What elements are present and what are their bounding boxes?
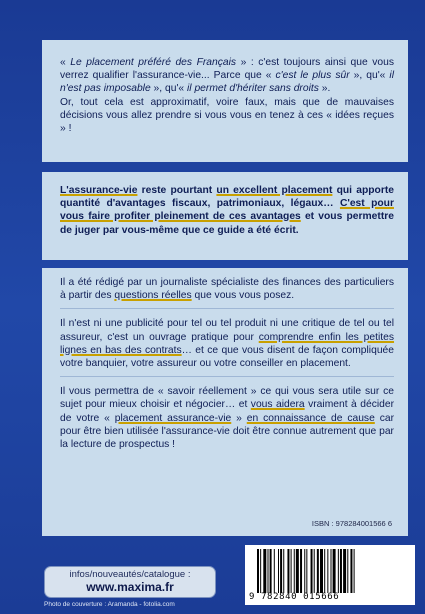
barcode-bar [268, 549, 269, 593]
barcode-bar [331, 549, 332, 593]
divider [60, 308, 394, 309]
detail-paragraph-1: Il a été rédigé par un journaliste spécialiste des finances des particuliers à partir des questions réelles que vous vous posez. [60, 277, 394, 302]
barcode-icon [255, 549, 405, 593]
intro-paragraph: « Le placement préféré des Français » : c'est toujours ainsi que vous verrez qualifier l'assurance-vie... Parce que « c'est le plus sûr », qu'« il n'est pas imposable », qu'« il permet d'hériter sans droits ». [60, 57, 394, 95]
highlight-panel [42, 172, 408, 260]
barcode-bar [347, 549, 348, 593]
divider [60, 376, 394, 377]
barcode-bar [354, 549, 355, 593]
photo-credit: Photo de couverture : Aramanda - fotolia.com [44, 601, 175, 608]
barcode-bar [260, 549, 261, 593]
quote-heriter: il permet d'hériter sans droits [187, 83, 319, 95]
intro-paragraph-2: Or, tout cela est approximatif, voire faux, mais que de mauvaises décisions vous allez prendre si vous vous en tenez à ces « idées reçues » ! [60, 96, 394, 135]
quote-placement: Le placement préféré des Français [70, 57, 237, 68]
isbn-label: ISBN : 978284001566 6 [311, 519, 392, 528]
barcode-bar [278, 549, 279, 593]
barcode-bar [350, 549, 352, 593]
highlight-paragraph: L'assurance-vie reste pourtant un excellent placement qui apporte quantité d'avantages fiscaux, patrimoniaux, légaux… C'est pour vous faire profiter pleinement de ces avantages et vous permettre de juger par vous-même que ce guide a été écrit. [60, 185, 395, 236]
barcode-bar [314, 549, 315, 593]
intro-panel [42, 40, 408, 162]
barcode-number: 9 782840 015666 [249, 592, 340, 602]
website-url: www.maxima.fr [86, 580, 174, 594]
barcode-bar [304, 549, 305, 593]
barcode-bar [320, 549, 323, 593]
barcode-bar [280, 549, 282, 593]
barcode-bar [274, 549, 275, 593]
barcode-bar [296, 549, 299, 593]
barcode-bar [300, 549, 302, 593]
barcode-bar [333, 549, 336, 593]
barcode-bar [317, 549, 319, 593]
quote-sur: c'est le plus sûr [275, 70, 350, 82]
barcode-bar [257, 549, 259, 593]
barcode-bar [270, 549, 272, 593]
barcode-bar [311, 549, 313, 593]
quote-imposable: il n'est pas imposable [60, 70, 394, 95]
detail-paragraph-2: Il n'est ni une publicité pour tel ou tel produit ni une critique de tel ou tel assureur, c'est un ouvrage pratique pour comprendre enfin les petites lignes en bas des contrats… et ce que vous disent de façon compliquée votre banquier, votre assureur ou votre conseiller en placement. [60, 318, 395, 370]
barcode-bar [343, 549, 346, 593]
barcode-bar [338, 549, 339, 593]
website-box [44, 566, 216, 598]
website-caption: infos/nouveautés/catalogue : [69, 569, 191, 580]
barcode-bar [294, 549, 295, 593]
barcode-bar [324, 549, 325, 593]
barcode-bar [291, 549, 292, 593]
barcode-bar [287, 549, 289, 593]
barcode-bar [327, 549, 328, 593]
barcode-bar [263, 549, 266, 593]
barcode-bar [340, 549, 342, 593]
detail-paragraph-3: Il vous permettra de « savoir réellement » ce qui vous sera utile sur ce sujet pour mieux choisir et négocier… et vous aidera vraiment à décider de votre « placement assurance-vie » en connaissance de cause car pour être bien utilisée l'assurance-vie doit être connue autrement que par la lecture de prospectus ! [60, 386, 395, 451]
details-panel [42, 268, 408, 536]
barcode-bar [306, 549, 307, 593]
barcode-area [245, 545, 415, 605]
barcode-bar [283, 549, 284, 593]
